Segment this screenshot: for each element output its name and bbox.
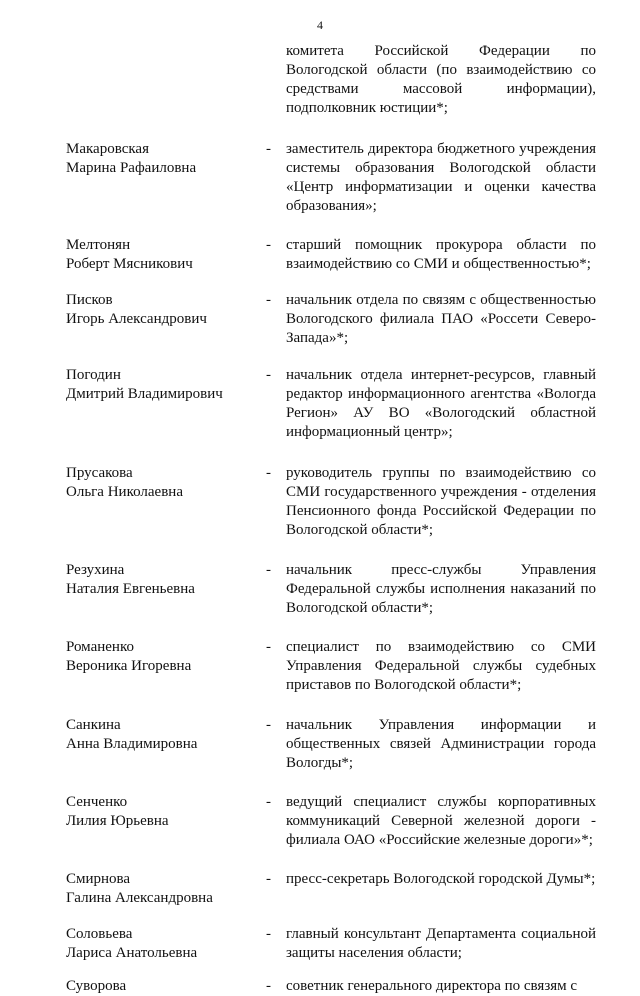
person-name bbox=[0, 716, 266, 773]
dash-separator: - bbox=[266, 292, 271, 308]
person-name bbox=[0, 925, 266, 963]
surname: Суворова bbox=[66, 978, 127, 994]
person-name bbox=[0, 236, 266, 274]
list-item bbox=[0, 561, 640, 618]
list-item bbox=[0, 291, 640, 348]
person-name bbox=[0, 366, 266, 442]
continuation-entry bbox=[0, 42, 640, 118]
list-item bbox=[0, 716, 640, 773]
surname: Мелтонян bbox=[66, 237, 131, 253]
dash-separator: - bbox=[266, 717, 271, 733]
surname: Писков bbox=[66, 292, 113, 308]
position-text: заместитель директора бюджетного учреждения системы образования Вологодской области «Центр информатизации и оценки качества образования»; bbox=[286, 141, 596, 214]
dash-separator: - bbox=[266, 237, 271, 253]
given-names: Анна Владимировна bbox=[66, 736, 198, 752]
person-name bbox=[0, 870, 266, 908]
surname: Погодин bbox=[66, 367, 121, 383]
page-number: 4 bbox=[317, 18, 323, 32]
position-text: начальник пресс-службы Управления Федеральной службы исполнения наказаний по Вологодской области*; bbox=[286, 562, 596, 616]
surname: Сенченко bbox=[66, 794, 128, 810]
position-text: старший помощник прокурора области по взаимодействию со СМИ и общественностью*; bbox=[286, 237, 596, 272]
given-names: Дмитрий Владимирович bbox=[66, 386, 223, 402]
given-names: Галина Александровна bbox=[66, 890, 213, 906]
list-item bbox=[0, 638, 640, 695]
person-name bbox=[0, 638, 266, 695]
list-item bbox=[0, 870, 640, 908]
surname: Прусакова bbox=[66, 465, 133, 481]
given-names: Роберт Мясникович bbox=[66, 256, 193, 272]
surname: Романенко bbox=[66, 639, 134, 655]
list-item bbox=[0, 140, 640, 216]
given-names: Ольга Николаевна bbox=[66, 484, 183, 500]
dash-separator: - bbox=[266, 562, 271, 578]
list-item bbox=[0, 925, 640, 963]
surname: Соловьева bbox=[66, 926, 133, 942]
surname: Санкина bbox=[66, 717, 121, 733]
person-name bbox=[0, 464, 266, 540]
list-item bbox=[0, 977, 640, 996]
list-item bbox=[0, 464, 640, 540]
given-names: Марина Рафаиловна bbox=[66, 160, 197, 176]
position-text: ведущий специалист службы корпоративных коммуникаций Северной железной дороги - филиала ОАО «Российские железные дороги»*; bbox=[286, 794, 596, 848]
person-name bbox=[0, 793, 266, 850]
position-text: главный консультант Департамента социальной защиты населения области; bbox=[286, 926, 596, 961]
person-name bbox=[0, 561, 266, 618]
position-text: пресс-секретарь Вологодской городской Думы*; bbox=[286, 871, 596, 887]
position-text: начальник отдела по связям с общественностью Вологодского филиала ПАО «Россети Северо-Запада»*; bbox=[286, 292, 596, 346]
dash-separator: - bbox=[266, 926, 271, 942]
member-list bbox=[0, 38, 640, 996]
surname: Резухина bbox=[66, 562, 125, 578]
list-item bbox=[0, 793, 640, 850]
dash-separator: - bbox=[266, 794, 271, 810]
list-item bbox=[0, 366, 640, 442]
dash-separator: - bbox=[266, 978, 271, 994]
list-item bbox=[0, 236, 640, 274]
dash-separator: - bbox=[266, 367, 271, 383]
given-names: Игорь Александрович bbox=[66, 311, 207, 327]
person-name bbox=[0, 140, 266, 216]
position-text: начальник Управления информации и общественных связей Администрации города Вологды*; bbox=[286, 717, 596, 771]
position-text: комитета Российской Федерации по Вологодской области (по взаимодействию со средствами массовой информации), подполковник юстиции*; bbox=[286, 43, 596, 116]
position-text: специалист по взаимодействию со СМИ Управления Федеральной службы судебных приставов по Вологодской области*; bbox=[286, 639, 596, 693]
dash-separator: - bbox=[266, 465, 271, 481]
dash-separator: - bbox=[266, 141, 271, 157]
surname: Смирнова bbox=[66, 871, 131, 887]
given-names: Наталия Евгеньевна bbox=[66, 581, 195, 597]
dash-separator: - bbox=[266, 639, 271, 655]
person-name bbox=[0, 291, 266, 348]
surname: Макаровская bbox=[66, 141, 149, 157]
given-names: Лилия Юрьевна bbox=[66, 813, 169, 829]
person-name bbox=[0, 977, 266, 996]
position-text: начальник отдела интернет-ресурсов, главный редактор информационного агентства «Вологда Регион» АУ ВО «Вологодский областной информационный центр»; bbox=[286, 367, 596, 440]
given-names: Лариса Анатольевна bbox=[66, 945, 198, 961]
position-text: советник генерального директора по связям с bbox=[286, 978, 578, 994]
dash-separator: - bbox=[266, 871, 271, 887]
given-names: Вероника Игоревна bbox=[66, 658, 192, 674]
position-text: руководитель группы по взаимодействию со СМИ государственного учреждения - отделения Пенсионного фонда Российской Федерации по Вологодской области*; bbox=[286, 465, 596, 538]
